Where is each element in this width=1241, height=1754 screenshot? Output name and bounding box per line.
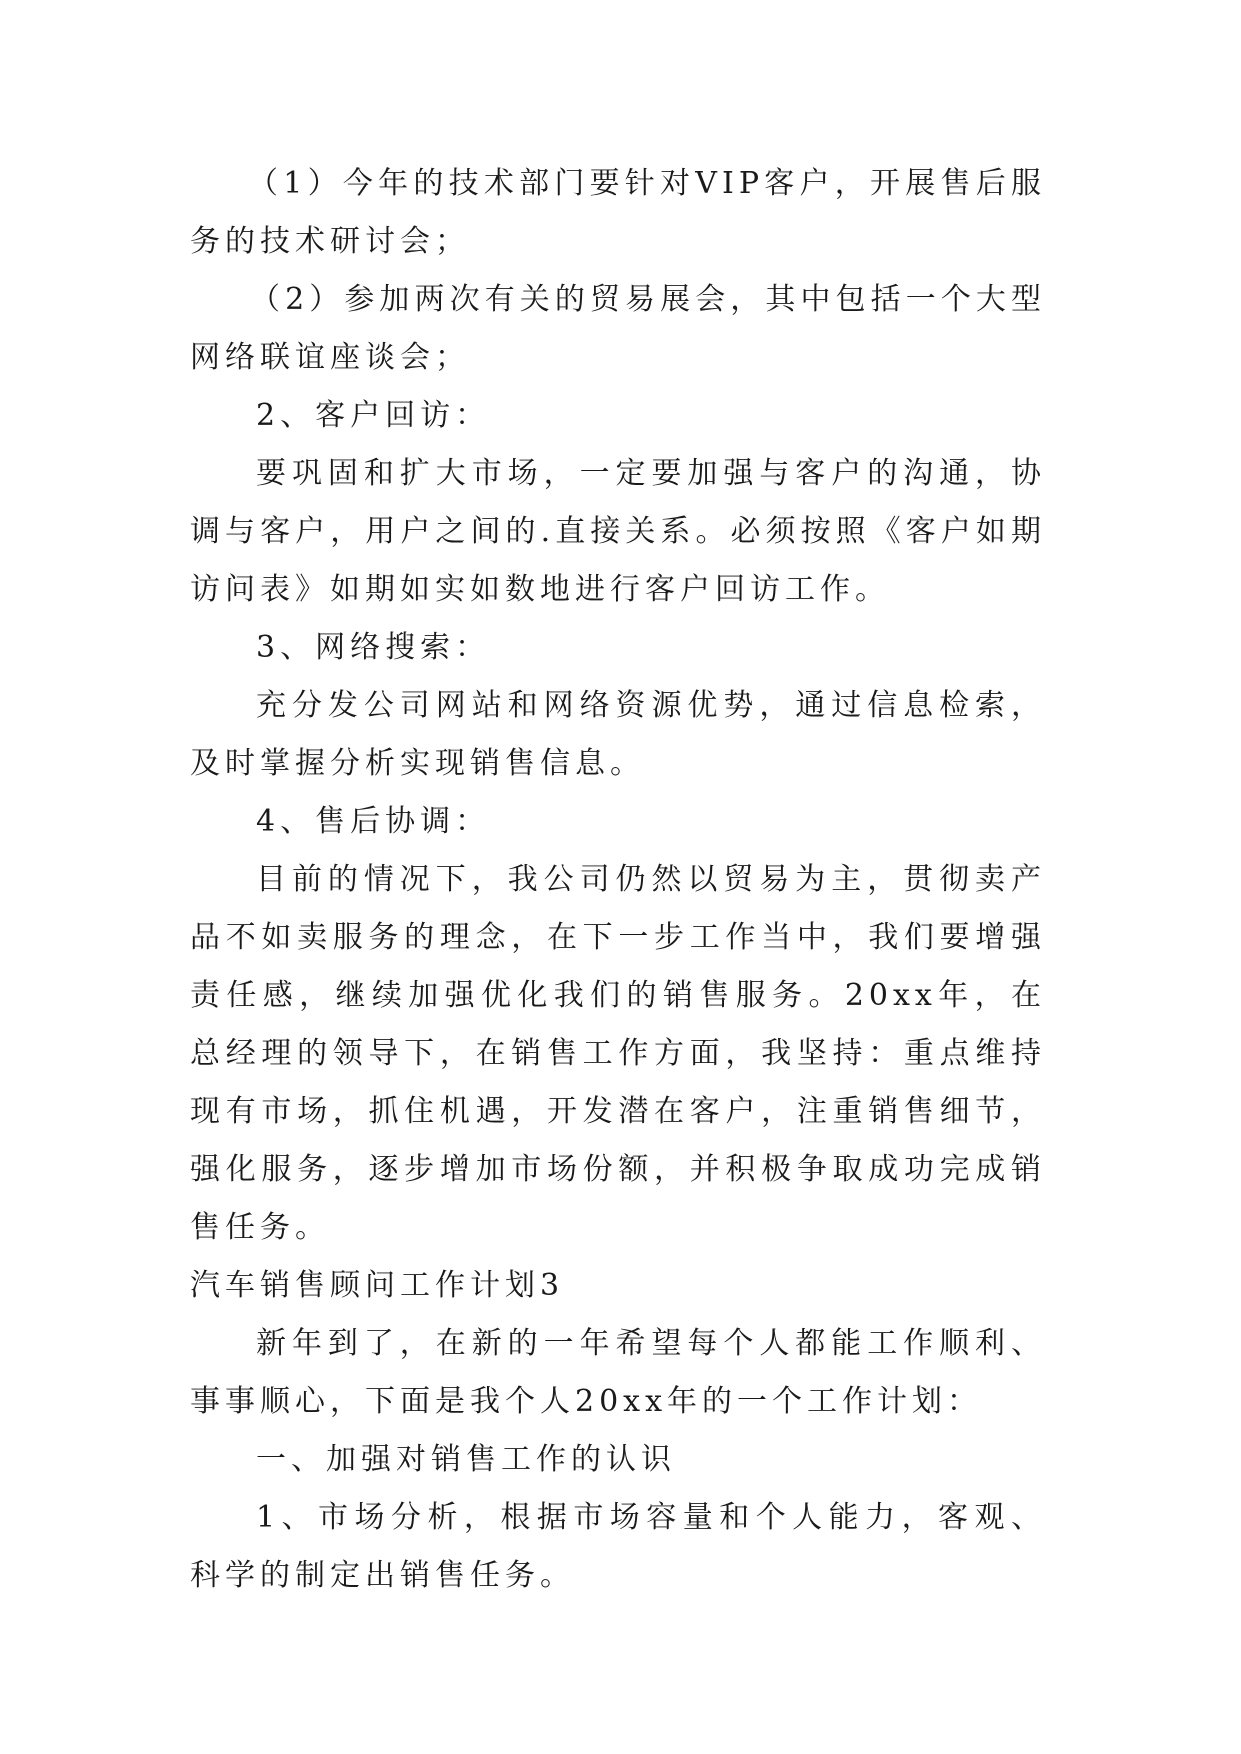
paragraph-new-year-intro: 新年到了，在新的一年希望每个人都能工作顺利、事事顺心，下面是我个人20xx年的一个工作计划： — [190, 1326, 1046, 1419]
paragraph-network-search: 充分发公司网站和网络资源优势，通过信息检索，及时掌握分析实现销售信息。 — [190, 688, 1046, 781]
heading-sales-awareness: 一、加强对销售工作的认识 — [256, 1442, 676, 1477]
document-body — [190, 155, 1046, 1605]
paragraph-trade-fair: （2）参加两次有关的贸易展会，其中包括一个大型网络联谊座谈会； — [190, 282, 1046, 375]
paragraph-customer-visit: 要巩固和扩大市场，一定要加强与客户的沟通，协调与客户，用户之间的.直接关系。必须按照《客户如期访问表》如期如实如数地进行客户回访工作。 — [190, 456, 1046, 607]
section-title-plan-3: 汽车销售顾问工作计划3 — [190, 1268, 565, 1303]
paragraph-tech-seminar: （1）今年的技术部门要针对VIP客户，开展售后服务的技术研讨会； — [190, 166, 1046, 259]
heading-after-sales: 4、售后协调： — [256, 804, 491, 839]
heading-network-search: 3、网络搜索： — [256, 630, 491, 665]
heading-customer-visit: 2、客户回访： — [256, 398, 491, 433]
paragraph-market-analysis: 1、市场分析，根据市场容量和个人能力，客观、科学的制定出销售任务。 — [190, 1500, 1046, 1593]
paragraph-after-sales: 目前的情况下，我公司仍然以贸易为主，贯彻卖产品不如卖服务的理念，在下一步工作当中，我们要增强责任感，继续加强优化我们的销售服务。20xx年，在总经理的领导下，在销售工作方面，我坚持：重点维持现有市场，抓住机遇，开发潜在客户，注重销售细节，强化服务，逐步增加市场份额，并积极争取成功完成销售任务。 — [190, 862, 1046, 1245]
